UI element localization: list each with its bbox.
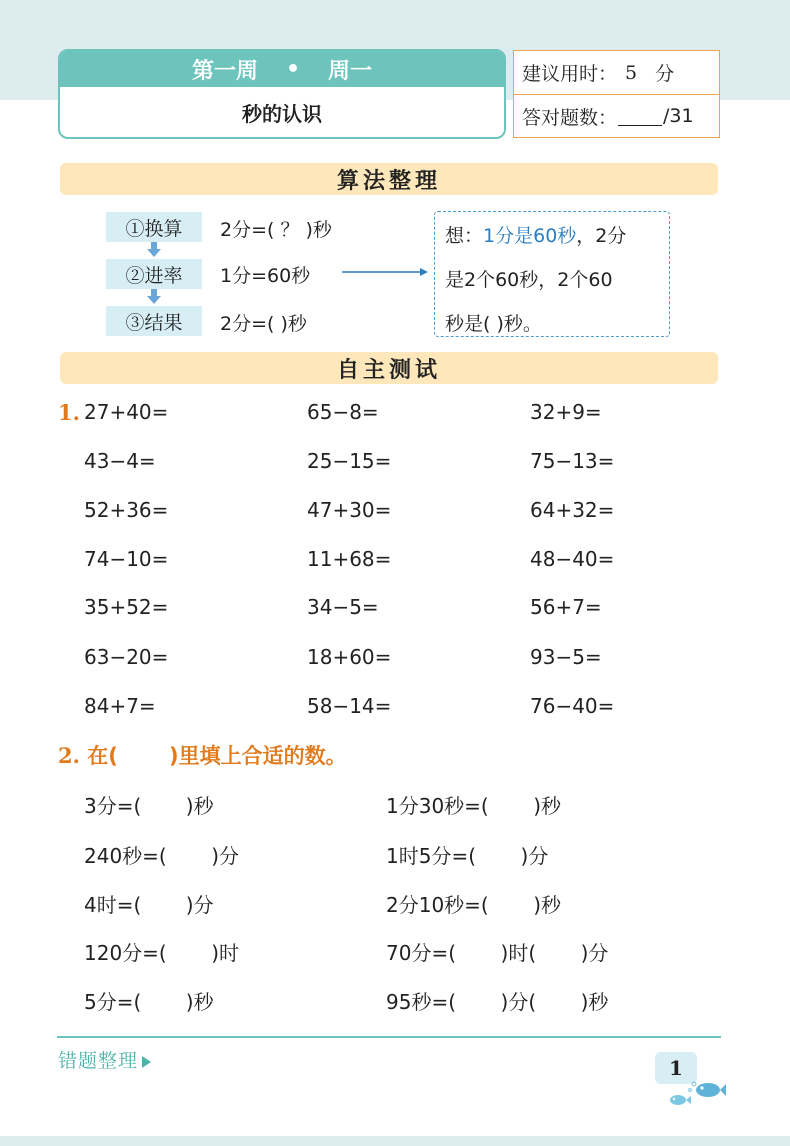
q1-item: 18+60=	[307, 645, 392, 669]
day-label: 周一	[328, 58, 373, 84]
section-self-test: 自主测试	[60, 352, 718, 384]
q1-item: 43−4=	[84, 449, 156, 473]
think-line-1	[445, 214, 659, 258]
step-result: ③结果	[106, 306, 202, 336]
q1-item: 74−10=	[84, 547, 169, 571]
q1-item: 11+68=	[307, 547, 392, 571]
q1-item: 25−15=	[307, 449, 392, 473]
think-highlight: 1分是60秒	[483, 225, 577, 247]
think-prefix: 想：	[445, 225, 484, 247]
q1-item: 58−14=	[307, 694, 392, 718]
step-convert: ①换算	[106, 212, 202, 242]
down-arrow-icon	[147, 242, 161, 258]
page-number: 1	[655, 1052, 697, 1084]
question-1-number: 1.	[58, 400, 80, 425]
think-line-3: 秒是( )秒。	[445, 313, 542, 335]
time-label: 建议用时：	[522, 63, 618, 85]
down-arrow-icon	[147, 289, 161, 305]
week-label: 第一周	[191, 58, 258, 84]
q1-item: 75−13=	[530, 449, 615, 473]
think-line-2: 是2个60秒，2个60	[445, 269, 613, 291]
fish-decoration-icon	[664, 1078, 726, 1110]
q1-item: 32+9=	[530, 400, 602, 424]
q1-item: 93−5=	[530, 645, 602, 669]
q2-item: 70分=( )时( )分	[386, 941, 609, 965]
q1-item: 65−8=	[307, 400, 379, 424]
time-value: 5	[625, 61, 638, 84]
question-2-title	[58, 740, 347, 770]
q2-item: 1分30秒=( )秒	[386, 794, 562, 818]
right-arrow-icon	[342, 265, 428, 279]
q2-item: 3分=( )秒	[84, 794, 214, 818]
question-2-text: 在( )里填上合适的数。	[87, 744, 347, 768]
q2-item: 1时5分=( )分	[386, 844, 549, 868]
q1-item: 48−40=	[530, 547, 615, 571]
step-rate-expr: 1分=60秒	[220, 265, 311, 287]
step-convert-expr: 2分=( ？ )秒	[220, 219, 332, 241]
score-label: 答对题数：	[522, 106, 618, 129]
score-total: /31	[663, 105, 694, 127]
mistake-review-text: 错题整理	[58, 1050, 139, 1072]
mistake-review-label	[58, 1046, 151, 1073]
think-rest: ，2分	[576, 225, 627, 247]
footer-divider	[57, 1036, 721, 1038]
q1-item: 47+30=	[307, 498, 392, 522]
info-box	[513, 50, 720, 138]
suggested-time-row	[514, 51, 719, 94]
step-result-expr: 2分=( )秒	[220, 313, 307, 335]
q2-item: 5分=( )秒	[84, 990, 214, 1014]
separator-dot: •	[285, 56, 301, 82]
q2-item: 2分10秒=( )秒	[386, 893, 562, 917]
q2-item: 95秒=( )分( )秒	[386, 990, 609, 1014]
score-row	[514, 94, 719, 137]
q1-item: 64+32=	[530, 498, 615, 522]
q2-item: 240秒=( )分	[84, 844, 240, 868]
lesson-header-card	[58, 49, 506, 139]
q1-item: 56+7=	[530, 595, 602, 619]
q1-item: 27+40=	[84, 400, 169, 424]
q1-item: 63−20=	[84, 645, 169, 669]
score-blank[interactable]	[618, 107, 662, 126]
bottom-background-band	[0, 1136, 790, 1146]
time-unit: 分	[655, 63, 675, 85]
q1-item: 34−5=	[307, 595, 379, 619]
q2-item: 120分=( )时	[84, 941, 240, 965]
q1-item: 84+7=	[84, 694, 156, 718]
week-day-banner	[60, 51, 504, 87]
q1-item: 35+52=	[84, 595, 169, 619]
section-method-summary: 算法整理	[60, 163, 718, 195]
q2-item: 4时=( )分	[84, 893, 214, 917]
q1-item: 76−40=	[530, 694, 615, 718]
step-rate: ②进率	[106, 259, 202, 289]
triangle-right-icon	[142, 1056, 151, 1068]
lesson-topic: 秒的认识	[242, 101, 322, 126]
q1-item: 52+36=	[84, 498, 169, 522]
think-hint-box	[434, 211, 670, 337]
question-2-number: 2.	[58, 743, 80, 768]
